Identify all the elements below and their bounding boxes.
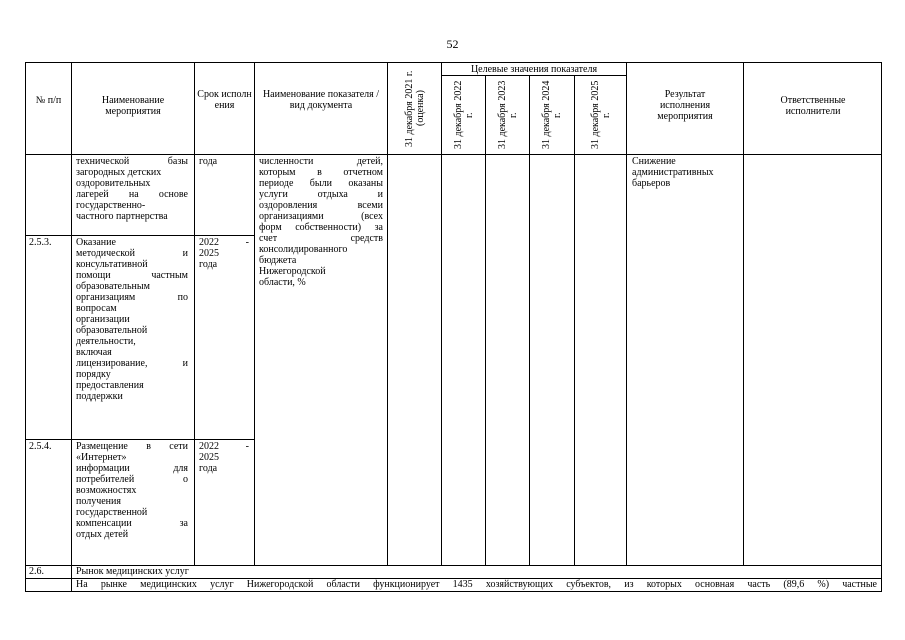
header-activity: Наименование мероприятия <box>101 95 165 117</box>
row-2-5-3-term: 2022 - 2025 года <box>199 237 249 270</box>
row-2-6-num: 2.6. <box>29 566 44 577</box>
header-indicator: Наименование показателя / вид документа <box>262 89 380 111</box>
page-number: 52 <box>446 37 459 51</box>
header-num: № п/п <box>35 95 62 106</box>
row-2-6-text: На рынке медицинских услуг Нижегородской области функционирует 1435 хозяйствующих субъектов, из которых основная часть (89,6 %) частные <box>76 579 877 590</box>
cont-activity: технической базы загородных детских оздоровительных лагерей на основе государственно- частного партнерства <box>76 156 188 222</box>
header-target-group: Целевые значения показателя <box>470 64 598 75</box>
header-2021: 31 декабря 2021 г. (оценка) <box>403 70 426 147</box>
row-2-5-4-num: 2.5.4. <box>29 441 52 452</box>
row-2-5-3-activity: Оказание методической и консультативной помощи частным образовательным организациям по вопросам организации образовательной деятельности, включая лицензирование, и порядку предоставления поддержки <box>76 237 188 402</box>
header-2023: 31 декабря 2023 г. <box>496 80 519 150</box>
cont-term: года <box>199 156 218 167</box>
header-responsible: Ответственные исполнители <box>780 95 846 117</box>
header-term: Срок исполнения <box>197 89 252 111</box>
row-2-5-4-activity: Размещение в сети «Интернет» информации для потребителей о возможностях получения государственной компенсации за отдых детей <box>76 441 188 540</box>
header-2025: 31 декабря 2025 г. <box>589 80 612 150</box>
header-2024: 31 декабря 2024 г. <box>541 80 563 150</box>
cont-result: Снижение административных барьеров <box>632 156 714 189</box>
header-2022: 31 декабря 2022 г. <box>452 80 475 150</box>
row-2-5-4-term: 2022 - 2025 года <box>199 441 249 474</box>
row-2-5-3-num: 2.5.3. <box>29 237 52 248</box>
header-result: Результат исполнения мероприятия <box>657 89 713 122</box>
cont-indicator: численности детей, которым в отчетном периоде были оказаны услуги отдыха и оздоровления всеми организациями (всех форм собственности) за счет средств консолидированного бюджета Нижегородской области, % <box>259 156 383 288</box>
row-2-6-title: Рынок медицинских услуг <box>76 566 189 577</box>
